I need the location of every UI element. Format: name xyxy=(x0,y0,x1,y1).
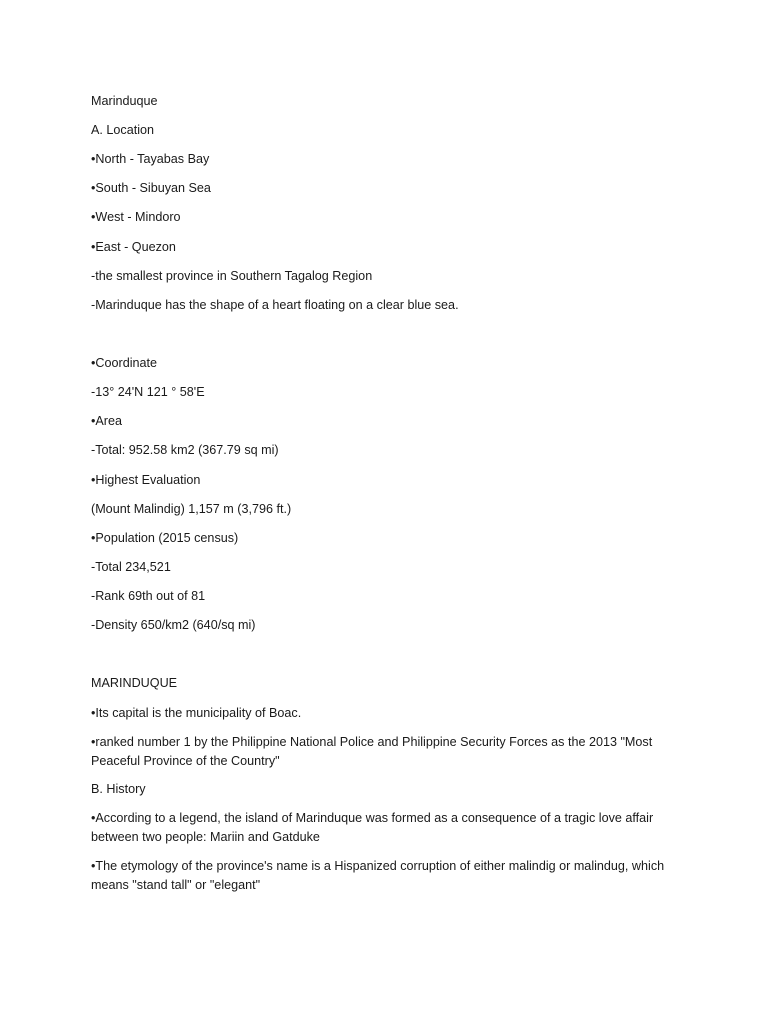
text-line: -Total: 952.58 km2 (367.79 sq mi) xyxy=(91,443,279,457)
text-line: •West - Mindoro xyxy=(91,210,181,224)
text-line: •Area xyxy=(91,414,123,428)
section-heading-history: B. History xyxy=(91,782,146,796)
text-line: (Mount Malindig) 1,157 m (3,796 ft.) xyxy=(91,502,292,516)
text-line: -13° 24'N 121 ° 58'E xyxy=(91,385,205,399)
text-paragraph: •The etymology of the province's name is a Hispanized corruption of either malindig or malindug, which means "stand tall" or "elegant" xyxy=(91,859,665,892)
section-heading-marinduque: MARINDUQUE xyxy=(91,676,178,690)
text-line: •Coordinate xyxy=(91,356,158,370)
text-line: -Density 650/km2 (640/sq mi) xyxy=(91,618,256,632)
text-paragraph: •ranked number 1 by the Philippine National Police and Philippine Security Forces as the 2013 "Most Peaceful Province of the Country" xyxy=(91,735,653,768)
text-line: -Marinduque has the shape of a heart floating on a clear blue sea. xyxy=(91,298,459,312)
text-line: -the smallest province in Southern Tagalog Region xyxy=(91,269,373,283)
text-line: •South - Sibuyan Sea xyxy=(91,181,211,195)
text-line: -Rank 69th out of 81 xyxy=(91,589,206,603)
text-line: •Population (2015 census) xyxy=(91,531,239,545)
text-line: •Highest Evaluation xyxy=(91,473,201,487)
text-line: -Total 234,521 xyxy=(91,560,171,574)
text-line: •North - Tayabas Bay xyxy=(91,152,210,166)
text-line: •East - Quezon xyxy=(91,240,176,254)
text-line: •Its capital is the municipality of Boac. xyxy=(91,706,302,720)
section-heading-location: A. Location xyxy=(91,123,155,137)
text-paragraph: •According to a legend, the island of Marinduque was formed as a consequence of a tragic love affair between two people: Mariin and Gatduke xyxy=(91,811,654,844)
doc-title: Marinduque xyxy=(91,94,158,108)
